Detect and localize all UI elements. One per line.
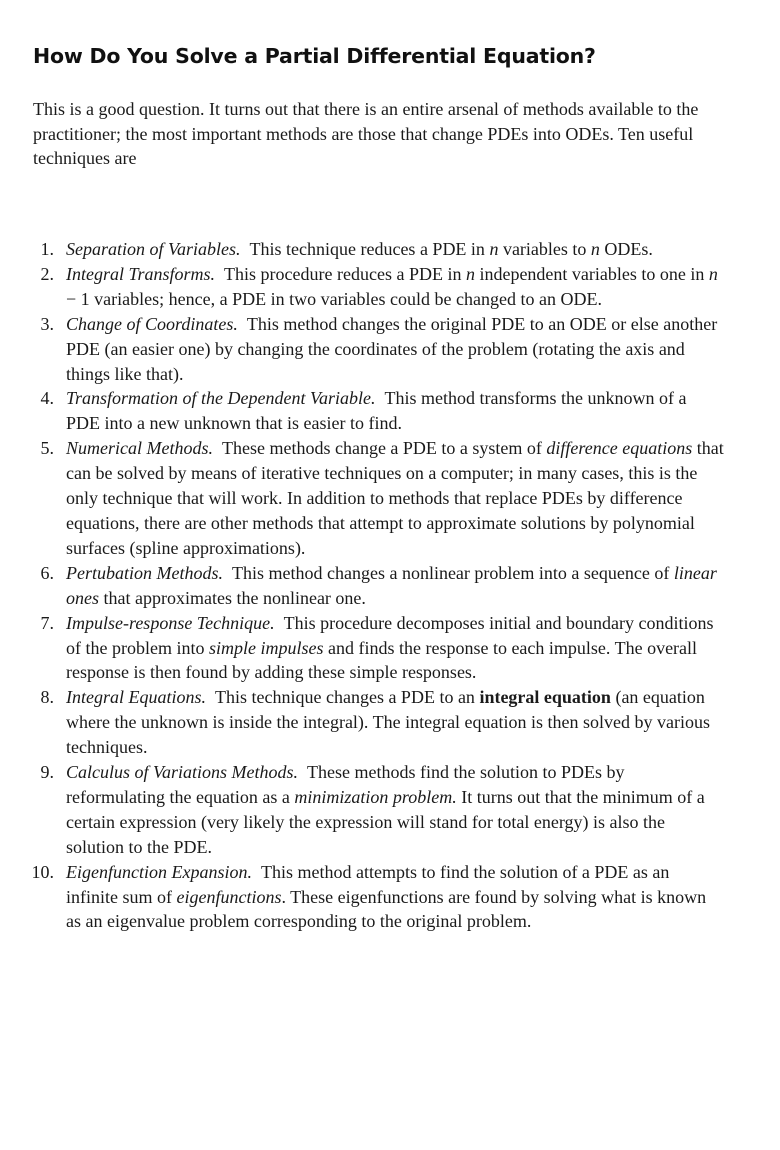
method-item [0,386,780,436]
method-item [0,860,780,935]
method-item [0,312,780,387]
method-name: Numerical Methods. [66,438,213,459]
method-text: eigenfunctions [176,886,282,907]
method-text: independent variables to one in [474,263,709,284]
method-text: difference equations [546,438,693,459]
method-item [0,561,780,611]
method-text: n [465,263,475,284]
method-text: These methods find the solution to PDEs by reformulating the equation as a [66,762,625,807]
method-text: ODEs. [599,239,653,259]
method-number: 8. [40,687,54,708]
method-text: integral equation [479,687,611,708]
method-text: This technique reduces a PDE in [249,239,490,259]
method-text: This method changes a nonlinear problem into a sequence of [231,562,674,583]
method-text: simple impulses [208,637,324,658]
method-text: . These eigenfunctions are found by solving what is known as an eigenvalue problem corresponding to the original problem. [66,886,707,932]
method-text: n [489,239,499,259]
method-name: Transformation of the Dependent Variable. [66,388,376,409]
method-text: minimization problem. [294,786,457,807]
method-name: Impulse-response Technique. [66,612,275,633]
method-name: Integral Equations. [66,687,206,708]
method-name: Change of Coordinates. [66,313,238,334]
method-text: − 1 variables; hence, a PDE in two variables could be changed to an ODE. [66,288,602,309]
method-text: that approximates the nonlinear one. [99,587,366,608]
method-text: This procedure decomposes initial and boundary conditions of the problem into [66,612,714,658]
method-text: that can be solved by means of iterative techniques on a computer; in many cases, this is the only technique that will work. In addition to methods that replace PDEs by difference equations, there are other methods that attempt to approximate solutions by polynomial surfaces (spline approximations). [66,438,724,558]
method-text: and finds the response to each impulse. The overall response is then found by adding these simple responses. [66,637,698,683]
page-title: How Do You Solve a Partial Differential Equation? [33,44,596,68]
method-text: This method transforms the unknown of a PDE into a new unknown that is easier to find. [66,388,687,434]
method-text: It turns out that the minimum of a certain expression (very likely the expression will stand for total energy) is also the solution to the PDE. [66,786,705,857]
method-name: Calculus of Variations Methods. [66,762,299,783]
method-number: 5. [40,438,54,459]
method-text: This technique changes a PDE to an [215,687,480,708]
method-text: n [590,239,600,259]
method-text: This procedure reduces a PDE in [224,263,466,284]
method-text: variables to [498,239,591,259]
method-item [0,436,780,561]
intro-paragraph: This is a good question. It turns out that there is an entire arsenal of methods available to the practitioner; the most important methods are those that change PDEs into ODEs. Ten useful techniques are [33,99,699,168]
method-item [0,237,780,262]
method-name: Separation of Variables. [66,239,241,259]
method-number: 9. [40,762,54,783]
method-item [0,760,780,860]
method-text: linear ones [66,562,717,608]
method-item [0,685,780,760]
method-number: 3. [40,313,54,334]
method-name: Eigenfunction Expansion. [66,861,252,882]
method-text: (an equation where the unknown is inside the integral). The integral equation is then solved by various techniques. [66,687,711,758]
method-text: n [708,263,718,284]
method-text: These methods change a PDE to a system of [221,438,547,459]
method-number: 2. [40,263,54,284]
method-number: 4. [40,388,54,409]
method-item [0,611,780,686]
method-item [0,262,780,312]
method-number: 10. [31,861,54,882]
method-number: 6. [40,562,54,583]
method-number: 1. [40,239,54,259]
methods-list [0,237,780,934]
method-text: This method changes the original PDE to an ODE or else another PDE (an easier one) by changing the coordinates of the problem (rotating the axis and things like that). [66,313,718,384]
method-name: Pertubation Methods. [66,562,223,583]
method-text: This method attempts to find the solution of a PDE as an infinite sum of [66,861,670,907]
method-number: 7. [40,612,54,633]
method-name: Integral Transforms. [66,263,216,284]
